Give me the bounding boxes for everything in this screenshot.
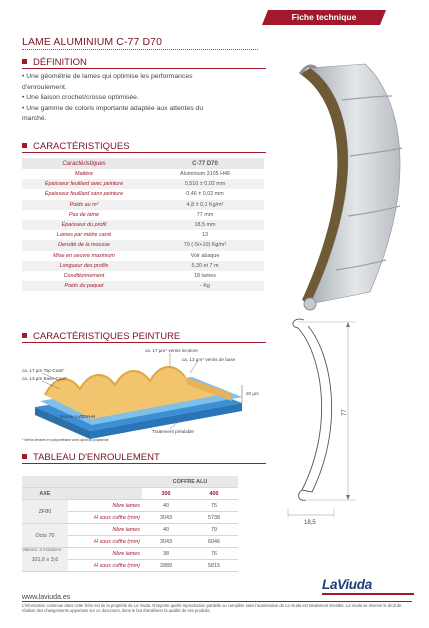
winding-value-400: 5815 (190, 560, 238, 572)
characteristic-label: Poids au m² (69, 201, 99, 208)
characteristic-label: Longueur des profils (59, 262, 109, 269)
characteristic-value: 4,8 ± 0,1 Kg/m² (186, 201, 224, 208)
characteristic-value: - Kg (200, 283, 210, 290)
section-bullet-icon (22, 143, 27, 148)
paint-heading-label: CARACTÉRISTIQUES PEINTURE (33, 331, 181, 342)
characteristics-row (22, 189, 264, 199)
label-top-coat: ca. 17 µm Top-Coat* (22, 368, 64, 373)
definition-heading (22, 57, 87, 68)
characteristics-row (22, 179, 264, 189)
logo-text: LaViuda (322, 577, 372, 592)
label-base-coat: ca. 13 µm Base-Coat* (22, 376, 68, 381)
characteristic-value: Voir abaque (190, 252, 220, 259)
characteristics-heading (22, 141, 130, 152)
winding-value-300: 3043 (142, 536, 190, 548)
bullet-line: • Une gamme de coloris importante adaptée aux attentes du (22, 104, 204, 112)
characteristic-value: 77 mm (196, 211, 214, 218)
fiche-technique-label: Fiche technique (291, 12, 357, 22)
characteristic-value: 13 (202, 232, 208, 239)
definition-divider (22, 68, 266, 69)
characteristic-value: 5,30 et 7 m (191, 262, 219, 269)
winding-row (22, 524, 238, 536)
characteristics-row (22, 271, 264, 281)
characteristic-label: Pas de lame (69, 211, 99, 218)
section-bullet-icon (22, 333, 27, 338)
definition-bullets (22, 72, 266, 125)
characteristics-row (22, 220, 264, 230)
winding-value-400: 76 (190, 548, 238, 560)
paint-layers-diagram (20, 345, 270, 445)
winding-value-400: 5738 (190, 512, 238, 524)
winding-heading (22, 452, 160, 463)
winding-row-label: Nbre lames (68, 524, 142, 536)
characteristics-heading-label: CARACTÉRISTIQUES (33, 141, 130, 152)
blank-cell (68, 488, 142, 500)
winding-value-300: 40 (142, 500, 190, 512)
section-bullet-icon (22, 454, 27, 459)
characteristics-row (22, 251, 264, 261)
label-traitement: Traitement préalable (152, 429, 194, 434)
winding-row-label: H sous coffre (mm) (68, 560, 142, 572)
axe-header: AXE (22, 488, 68, 500)
characteristic-label: Mise en oeuvre maximum (53, 252, 115, 259)
label-thickness: 20 µm (246, 391, 259, 396)
winding-row-label: H sous coffre (mm) (68, 512, 142, 524)
characteristic-value: 18 lames (194, 272, 216, 279)
winding-value-300: 40 (142, 524, 190, 536)
characteristic-label: Poids du paquet (64, 283, 104, 290)
footer-disclaimer: L'information contenue dans cette fiche est de la propriété de La Viuda. N'importe quelle reproduction partielle ou complète sans l'autorisation de La Viuda est totalement interdite. La Viuda se réserve le droit de réaliser des changements opportuns sur ce document, dans le but d'améliorer la qualité de ses produits. (22, 603, 402, 614)
winding-divider (22, 463, 266, 464)
winding-value-400: 75 (190, 500, 238, 512)
characteristics-row (22, 210, 264, 220)
winding-table (22, 476, 238, 572)
winding-heading-label: TABLEAU D'ENROULEMENT (33, 452, 160, 463)
characteristics-row (22, 261, 264, 271)
winding-value-300: 2889 (142, 560, 190, 572)
characteristics-row (22, 281, 264, 291)
winding-header-row (22, 476, 238, 488)
page-title: LAME ALUMINIUM C-77 D70 (22, 36, 163, 48)
slat-render-image (270, 56, 420, 318)
footer-url-link[interactable]: www.laviuda.es (22, 594, 71, 601)
winding-row (22, 500, 238, 512)
thickness-dimension: 18,5 (304, 520, 316, 526)
laviuda-logo[interactable] (322, 577, 414, 597)
winding-value-400: 6046 (190, 536, 238, 548)
characteristics-header-label: Caractéristiques (62, 160, 106, 167)
bullet-line: marché. (22, 115, 47, 122)
winding-value-300: 3043 (142, 512, 190, 524)
characteristics-table (22, 158, 264, 291)
winding-value-400: 79 (190, 524, 238, 536)
winding-row-label: Nbre lames (68, 500, 142, 512)
bullet-line: d'enroulement. (22, 83, 67, 91)
characteristic-value: 0,510 ± 0,02 mm (184, 181, 226, 188)
fiche-technique-tag (262, 10, 386, 25)
bullet-line: • Une géométrie de lames qui optimise les performances (22, 73, 193, 80)
characteristic-label: Épaisseur feuillard avec peinture (44, 181, 124, 188)
characteristic-label: Épaisseur feuillard sans peinture (44, 191, 124, 198)
axe-cell: ZF80 (22, 500, 68, 524)
characteristic-value: 18,5 mm (194, 222, 216, 229)
title-divider (22, 49, 258, 50)
characteristic-value: 0,46 ± 0,02 mm (186, 191, 224, 198)
characteristics-row (22, 240, 264, 250)
winding-sizes-row (22, 488, 238, 500)
coffre-alu-header: COFFRE ALU (142, 476, 238, 488)
characteristic-label: Épaisseur du profil (61, 222, 107, 229)
label-bande-support: Bande support Al (60, 414, 95, 419)
characteristic-label: Densité de la mousse (58, 242, 110, 249)
label-vernis-base: ca. 13 µm* vernis de base (182, 357, 236, 362)
winding-note: Valeurs: 3 estations (22, 547, 62, 552)
blank-cell (22, 476, 68, 488)
characteristic-label: Conditionnement (63, 272, 105, 279)
paint-footnote: * Vernis tendres en polyurethane avec ajout du polyamide (22, 438, 109, 442)
axe-cell: 101,6 x 3,6 (22, 548, 68, 572)
winding-row-label: H sous coffre (mm) (68, 536, 142, 548)
definition-heading-label: DÉFINITION (33, 57, 87, 68)
winding-row-label: Nbre lames (68, 548, 142, 560)
characteristics-header-value: C-77 D70 (192, 160, 218, 167)
characteristics-row (22, 169, 264, 179)
characteristic-label: Lames par mètre carré (56, 232, 112, 239)
height-dimension: 77 (342, 409, 348, 416)
label-vernis-incolore: ca. 17 µm* vernis incolore (145, 348, 198, 353)
characteristics-header-row (22, 158, 264, 169)
characteristics-row (22, 230, 264, 240)
blank-cell (68, 476, 142, 488)
characteristics-row (22, 200, 264, 210)
bullet-line: • Une liaison crochet/crosse optimisée. (22, 94, 139, 101)
paint-divider (22, 342, 266, 343)
axe-cell: Octo 70 (22, 524, 68, 548)
characteristic-value: Aluminium 3105 H46 (179, 171, 231, 178)
paint-heading (22, 331, 180, 342)
size-300: 300 (142, 488, 190, 500)
section-bullet-icon (22, 59, 27, 64)
winding-value-300: 38 (142, 548, 190, 560)
characteristics-divider (22, 152, 266, 153)
footer-divider (22, 601, 412, 602)
size-400: 400 (190, 488, 238, 500)
profile-technical-drawing (276, 312, 416, 532)
characteristic-label: Matière (75, 171, 93, 178)
characteristic-value: 70 (-5/+10) Kg/m³ (183, 242, 227, 249)
